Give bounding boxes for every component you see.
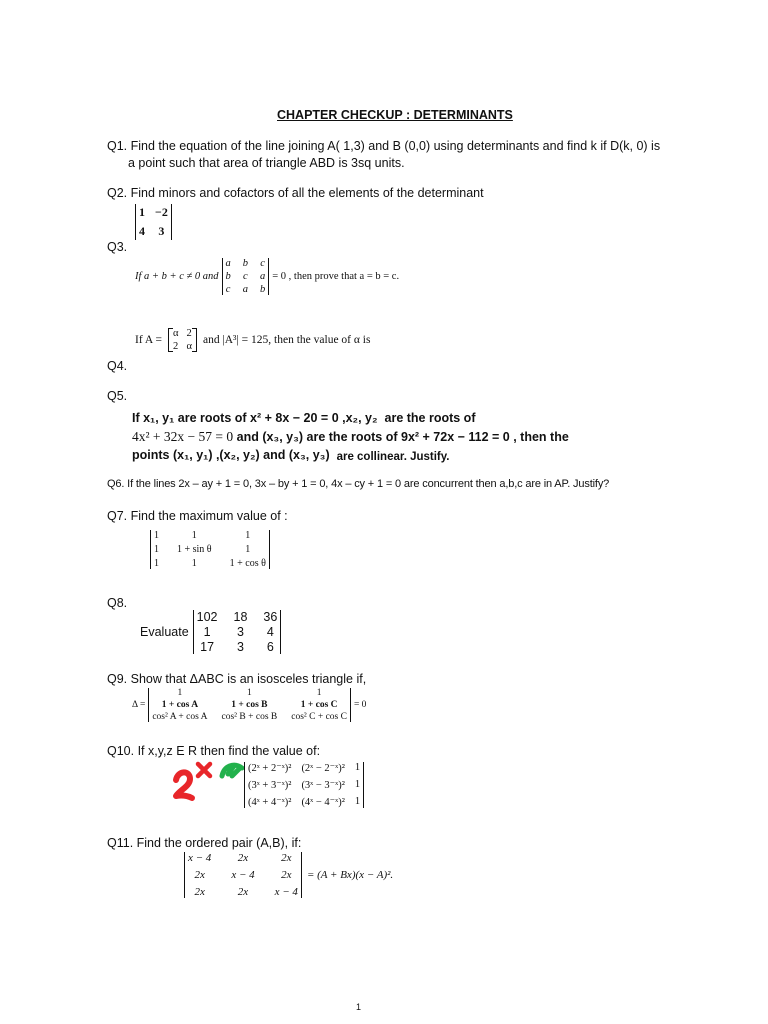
q8-prefix: Evaluate xyxy=(140,625,189,639)
q3-cell: c xyxy=(260,258,265,269)
q11-cell: 2x xyxy=(237,852,249,864)
q10-cell: (3ˣ − 3⁻ˣ)² xyxy=(301,780,345,791)
q6-text: Q6. If the lines 2x – ay + 1 = 0, 3x – by + 1 = 0, 4x – cy + 1 = 0 are concurrent then a,b,c are in AP. Justify? xyxy=(107,478,610,490)
handwritten-annotation xyxy=(168,758,248,806)
q4-matrix xyxy=(168,328,197,352)
q3-statement xyxy=(135,258,399,295)
q7-text: Q7. Find the maximum value of : xyxy=(107,509,288,523)
q3-cell: a xyxy=(225,258,231,269)
q9-text: Q9. Show that ΔABC is an isosceles triangle if, xyxy=(107,672,367,686)
q5-line2b: and (x₃, y₃) are the roots of 9x² + 72x − 112 = 0 , then the xyxy=(236,430,569,444)
page-title: CHAPTER CHECKUP : DETERMINANTS xyxy=(277,108,513,122)
q7-determinant xyxy=(150,530,270,569)
q8-cell: 36 xyxy=(263,610,278,624)
q5-line1 xyxy=(132,411,476,425)
q4-prefix: If A = xyxy=(135,334,162,346)
q10-text: Q10. If x,y,z E R then find the value of: xyxy=(107,744,321,758)
q10-cell: (4ˣ − 4⁻ˣ)² xyxy=(301,797,345,808)
q9-cell: 1 xyxy=(177,688,183,698)
q8-cell: 1 xyxy=(203,625,211,639)
q9-statement xyxy=(132,688,366,722)
q7-cell: 1 xyxy=(191,558,197,569)
q7-cell: 1 xyxy=(154,530,159,541)
q8-determinant xyxy=(193,610,282,654)
q7-cell: 1 xyxy=(245,544,251,555)
q2-cell: 4 xyxy=(139,224,145,238)
q10-cell: 1 xyxy=(354,796,361,807)
q9-cell: 1 + cos A xyxy=(161,700,199,710)
q5-line2 xyxy=(132,429,569,445)
q2-determinant xyxy=(135,204,172,240)
q10-cell: (3ˣ + 3⁻ˣ)² xyxy=(248,780,292,791)
q9-cell: 1 + cos B xyxy=(231,700,268,710)
q10-cell: 1 xyxy=(354,762,361,773)
q11-cell: x − 4 xyxy=(274,886,298,898)
q9-determinant xyxy=(148,688,351,722)
q4-label: Q4. xyxy=(107,359,128,373)
q9-cell: cos² A + cos A xyxy=(152,712,208,722)
q10-cell: (4ˣ + 4⁻ˣ)² xyxy=(248,797,292,808)
q11-determinant xyxy=(184,852,302,898)
q3-cell: c xyxy=(243,271,248,282)
q11-cell: x − 4 xyxy=(188,852,212,864)
q2-cell: 1 xyxy=(139,205,145,219)
q7-cell: 1 xyxy=(191,530,197,541)
q7-determinant-wrap xyxy=(150,530,270,569)
q7-cell: 1 xyxy=(154,558,159,569)
q2-cell: −2 xyxy=(155,205,168,219)
q5-line1c: are the roots of xyxy=(384,411,476,425)
q4-cell: α xyxy=(186,341,192,352)
q3-prefix: If a + b + c ≠ 0 and xyxy=(135,271,219,282)
q1-line2: a point such that area of triangle ABD is 3sq units. xyxy=(128,156,405,170)
q8-cell: 3 xyxy=(236,625,244,639)
q2-text: Q2. Find minors and cofactors of all the elements of the determinant xyxy=(107,186,484,200)
q3-cell: a xyxy=(242,284,249,295)
q8-statement xyxy=(140,610,281,654)
q9-suffix: = 0 xyxy=(353,700,367,710)
q9-cell: cos² B + cos B xyxy=(221,712,278,722)
q10-determinant-wrap xyxy=(244,762,364,808)
q10-cell: (2ˣ + 2⁻ˣ)² xyxy=(248,763,292,774)
q10-cell: 1 xyxy=(354,779,361,790)
q8-cell: 6 xyxy=(266,640,274,654)
q8-cell: 18 xyxy=(233,610,248,624)
q4-cell: 2 xyxy=(186,328,192,339)
q3-cell: b xyxy=(225,271,231,282)
q4-statement xyxy=(135,328,370,352)
q5-line1a: If x₁, y₁ xyxy=(132,411,175,425)
q1-line1: Q1. Find the equation of the line joining A( 1,3) and B (0,0) using determinants and find k if D(k, 0) is xyxy=(107,139,661,153)
q4-cell: α xyxy=(172,328,179,339)
q3-determinant xyxy=(222,258,270,295)
q5-line1b: are roots of x² + 8x − 20 = 0 ,x₂, y₂ xyxy=(177,411,378,425)
q3-cell: b xyxy=(242,258,249,269)
q8-cell: 3 xyxy=(236,640,244,654)
q11-cell: 2x xyxy=(281,852,292,864)
q11-statement xyxy=(184,852,393,898)
q7-cell: 1 xyxy=(154,544,159,555)
q9-cell: 1 xyxy=(247,688,252,698)
q5-line3b: are collinear. Justify. xyxy=(336,451,450,463)
q5-label: Q5. xyxy=(107,389,128,403)
q4-suffix: and |A³| = 125, then the value of α is xyxy=(202,334,371,346)
q10-determinant xyxy=(244,762,364,808)
q9-cell: 1 + cos C xyxy=(300,700,338,710)
q4-cell: 2 xyxy=(172,341,179,352)
q7-cell: 1 xyxy=(245,530,251,541)
page-number: 1 xyxy=(356,1002,362,1012)
q5-line2a: 4x² + 32x − 57 = 0 xyxy=(132,429,234,444)
q3-cell: c xyxy=(225,284,231,295)
q8-cell: 17 xyxy=(200,640,215,654)
q9-prefix: Δ = xyxy=(132,700,146,710)
q11-text: Q11. Find the ordered pair (A,B), if: xyxy=(107,836,302,850)
q10-cell: (2ˣ − 2⁻ˣ)² xyxy=(301,763,345,774)
q7-cell: 1 + sin θ xyxy=(177,544,212,555)
q5-line3a: points (x₁, y₁) ,(x₂, y₂) and (x₃, y₃) xyxy=(132,447,330,462)
q5-line3 xyxy=(132,446,450,463)
q11-suffix: = (A + Bx)(x − A)². xyxy=(306,869,394,881)
q8-label: Q8. xyxy=(107,596,128,610)
q11-cell: 2x xyxy=(281,869,292,881)
q7-cell: 1 + cos θ xyxy=(229,558,266,569)
q11-cell: 2x xyxy=(194,886,205,898)
q11-cell: 2x xyxy=(194,869,205,881)
q3-label: Q3. xyxy=(107,240,128,254)
q9-cell: 1 xyxy=(316,688,322,698)
q2-cell: 3 xyxy=(158,224,165,238)
q3-cell: a xyxy=(260,271,266,282)
q8-cell: 4 xyxy=(266,625,274,639)
q11-cell: 2x xyxy=(237,886,249,898)
q9-cell: cos² C + cos C xyxy=(291,712,347,722)
q8-cell: 102 xyxy=(196,610,218,624)
q3-cell: b xyxy=(260,284,266,295)
q3-suffix: = 0 , then prove that a = b = c. xyxy=(272,271,400,282)
q11-cell: x − 4 xyxy=(231,869,255,881)
